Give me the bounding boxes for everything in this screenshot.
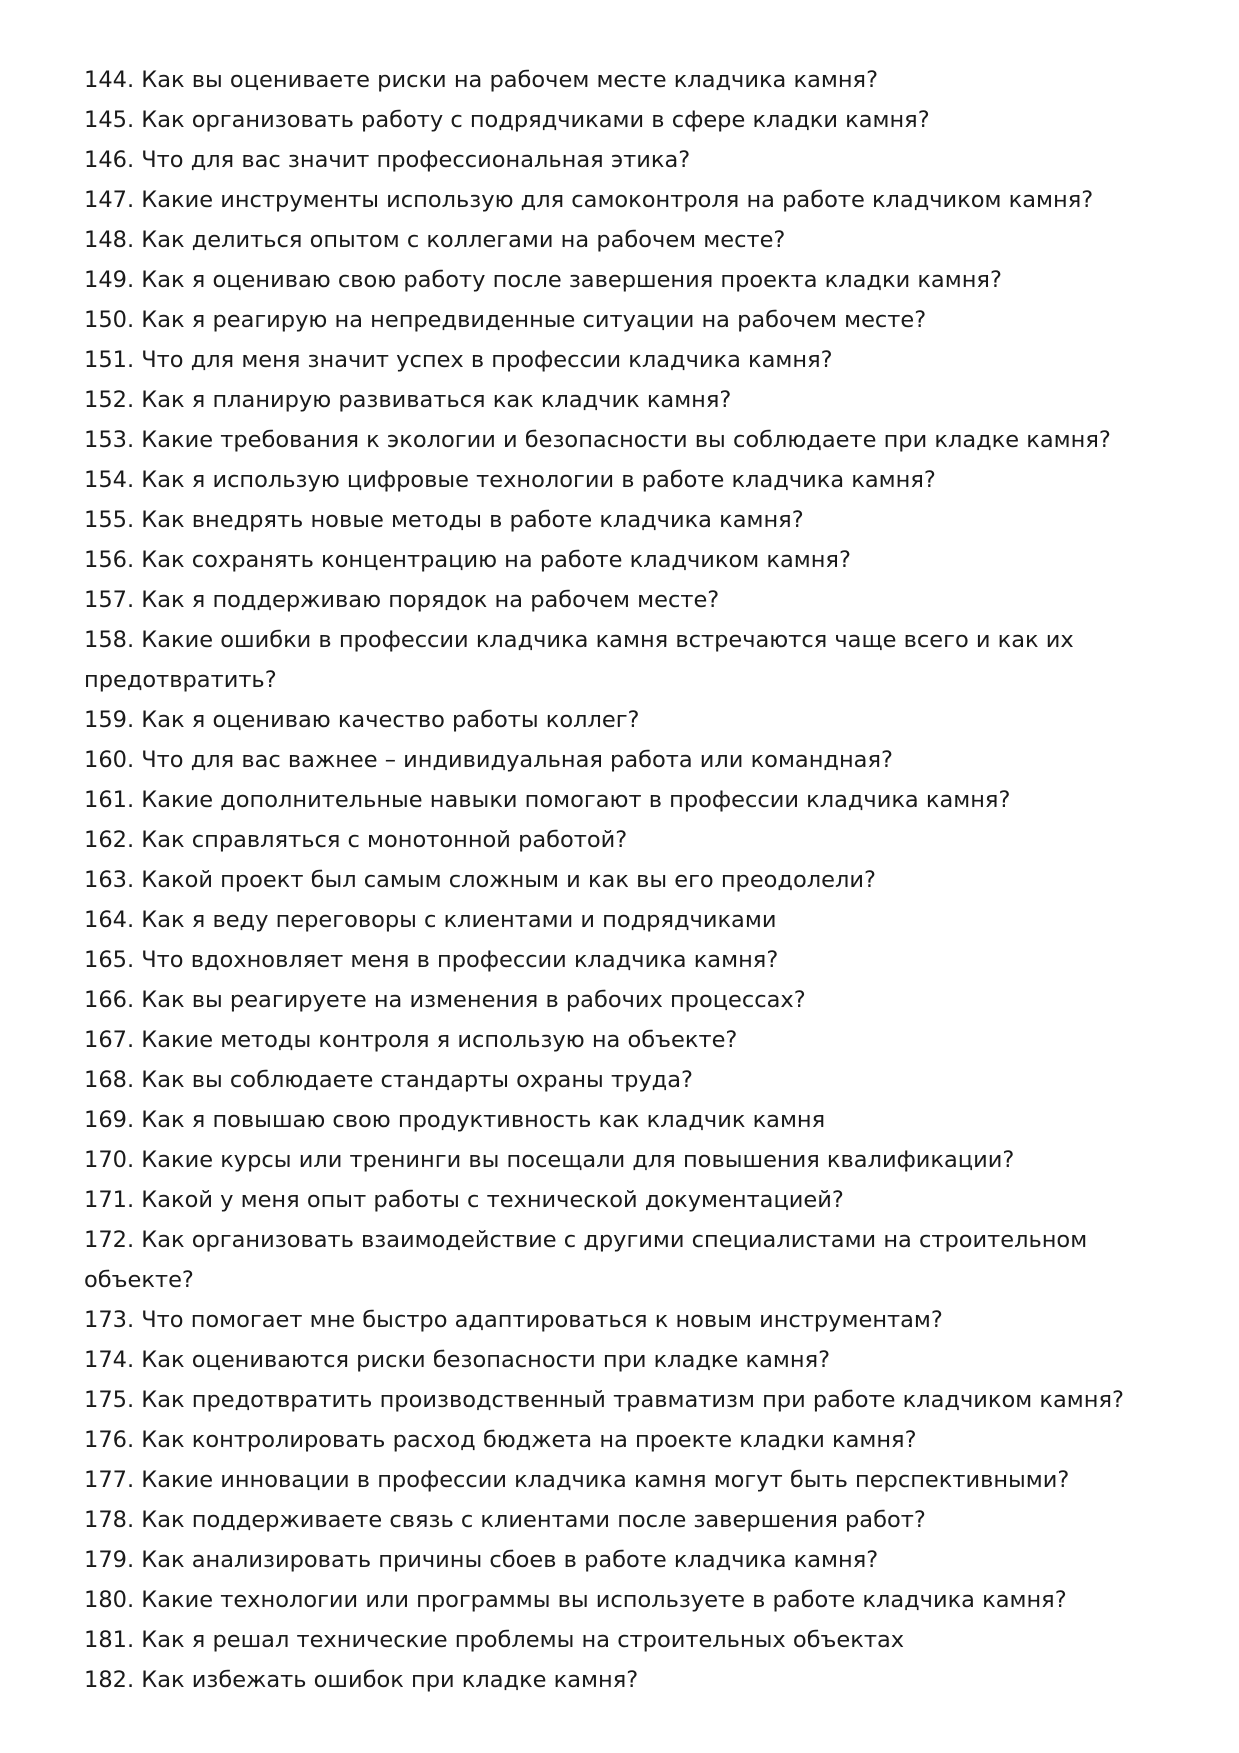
question-item: 153. Какие требования к экологии и безопасности вы соблюдаете при кладке камня? <box>84 427 1111 453</box>
question-item: 144. Как вы оцениваете риски на рабочем месте кладчика камня? <box>84 67 879 93</box>
question-item: 147. Какие инструменты использую для самоконтроля на работе кладчиком камня? <box>84 187 1094 213</box>
question-item: 157. Как я поддерживаю порядок на рабочем месте? <box>84 587 720 613</box>
question-item: 173. Что помогает мне быстро адаптироваться к новым инструментам? <box>84 1307 943 1333</box>
question-item: 158. Какие ошибки в профессии кладчика камня встречаются чаще всего и как их предотвратить? <box>84 627 1074 693</box>
question-item: 171. Какой у меня опыт работы с технической документацией? <box>84 1187 844 1213</box>
question-item: 162. Как справляться с монотонной работой? <box>84 827 628 853</box>
question-item: 180. Какие технологии или программы вы используете в работе кладчика камня? <box>84 1587 1067 1613</box>
question-item: 152. Как я планирую развиваться как кладчик камня? <box>84 387 732 413</box>
document-page <box>84 60 1164 1700</box>
question-item: 170. Какие курсы или тренинги вы посещали для повышения квалификации? <box>84 1147 1015 1173</box>
question-item: 154. Как я использую цифровые технологии в работе кладчика камня? <box>84 467 936 493</box>
question-item: 169. Как я повышаю свою продуктивность как кладчик камня <box>84 1107 826 1133</box>
question-item: 151. Что для меня значит успех в профессии кладчика камня? <box>84 347 833 373</box>
question-item: 166. Как вы реагируете на изменения в рабочих процессах? <box>84 987 806 1013</box>
question-item: 164. Как я веду переговоры с клиентами и подрядчиками <box>84 907 777 933</box>
question-item: 177. Какие инновации в профессии кладчика камня могут быть перспективными? <box>84 1467 1070 1493</box>
question-item: 163. Какой проект был самым сложным и как вы его преодолели? <box>84 867 876 893</box>
question-item: 167. Какие методы контроля я использую на объекте? <box>84 1027 738 1053</box>
question-item: 176. Как контролировать расход бюджета на проекте кладки камня? <box>84 1427 917 1453</box>
question-item: 145. Как организовать работу с подрядчиками в сфере кладки камня? <box>84 107 930 133</box>
question-item: 160. Что для вас важнее – индивидуальная работа или командная? <box>84 747 893 773</box>
question-item: 148. Как делиться опытом с коллегами на рабочем месте? <box>84 227 786 253</box>
question-item: 179. Как анализировать причины сбоев в работе кладчика камня? <box>84 1547 879 1573</box>
question-item: 172. Как организовать взаимодействие с другими специалистами на строительном объекте? <box>84 1227 1088 1293</box>
question-item: 161. Какие дополнительные навыки помогают в профессии кладчика камня? <box>84 787 1011 813</box>
question-item: 146. Что для вас значит профессиональная этика? <box>84 147 691 173</box>
question-item: 175. Как предотвратить производственный травматизм при работе кладчиком камня? <box>84 1387 1124 1413</box>
question-item: 165. Что вдохновляет меня в профессии кладчика камня? <box>84 947 779 973</box>
question-item: 168. Как вы соблюдаете стандарты охраны труда? <box>84 1067 693 1093</box>
question-item: 182. Как избежать ошибок при кладке камня? <box>84 1667 639 1693</box>
question-list <box>84 60 1164 1700</box>
question-item: 181. Как я решал технические проблемы на строительных объектах <box>84 1627 905 1653</box>
question-item: 149. Как я оцениваю свою работу после завершения проекта кладки камня? <box>84 267 1002 293</box>
question-item: 150. Как я реагирую на непредвиденные ситуации на рабочем месте? <box>84 307 927 333</box>
question-item: 155. Как внедрять новые методы в работе кладчика камня? <box>84 507 804 533</box>
question-item: 156. Как сохранять концентрацию на работе кладчиком камня? <box>84 547 851 573</box>
question-item: 178. Как поддерживаете связь с клиентами после завершения работ? <box>84 1507 926 1533</box>
question-item: 174. Как оцениваются риски безопасности при кладке камня? <box>84 1347 831 1373</box>
question-item: 159. Как я оцениваю качество работы коллег? <box>84 707 640 733</box>
